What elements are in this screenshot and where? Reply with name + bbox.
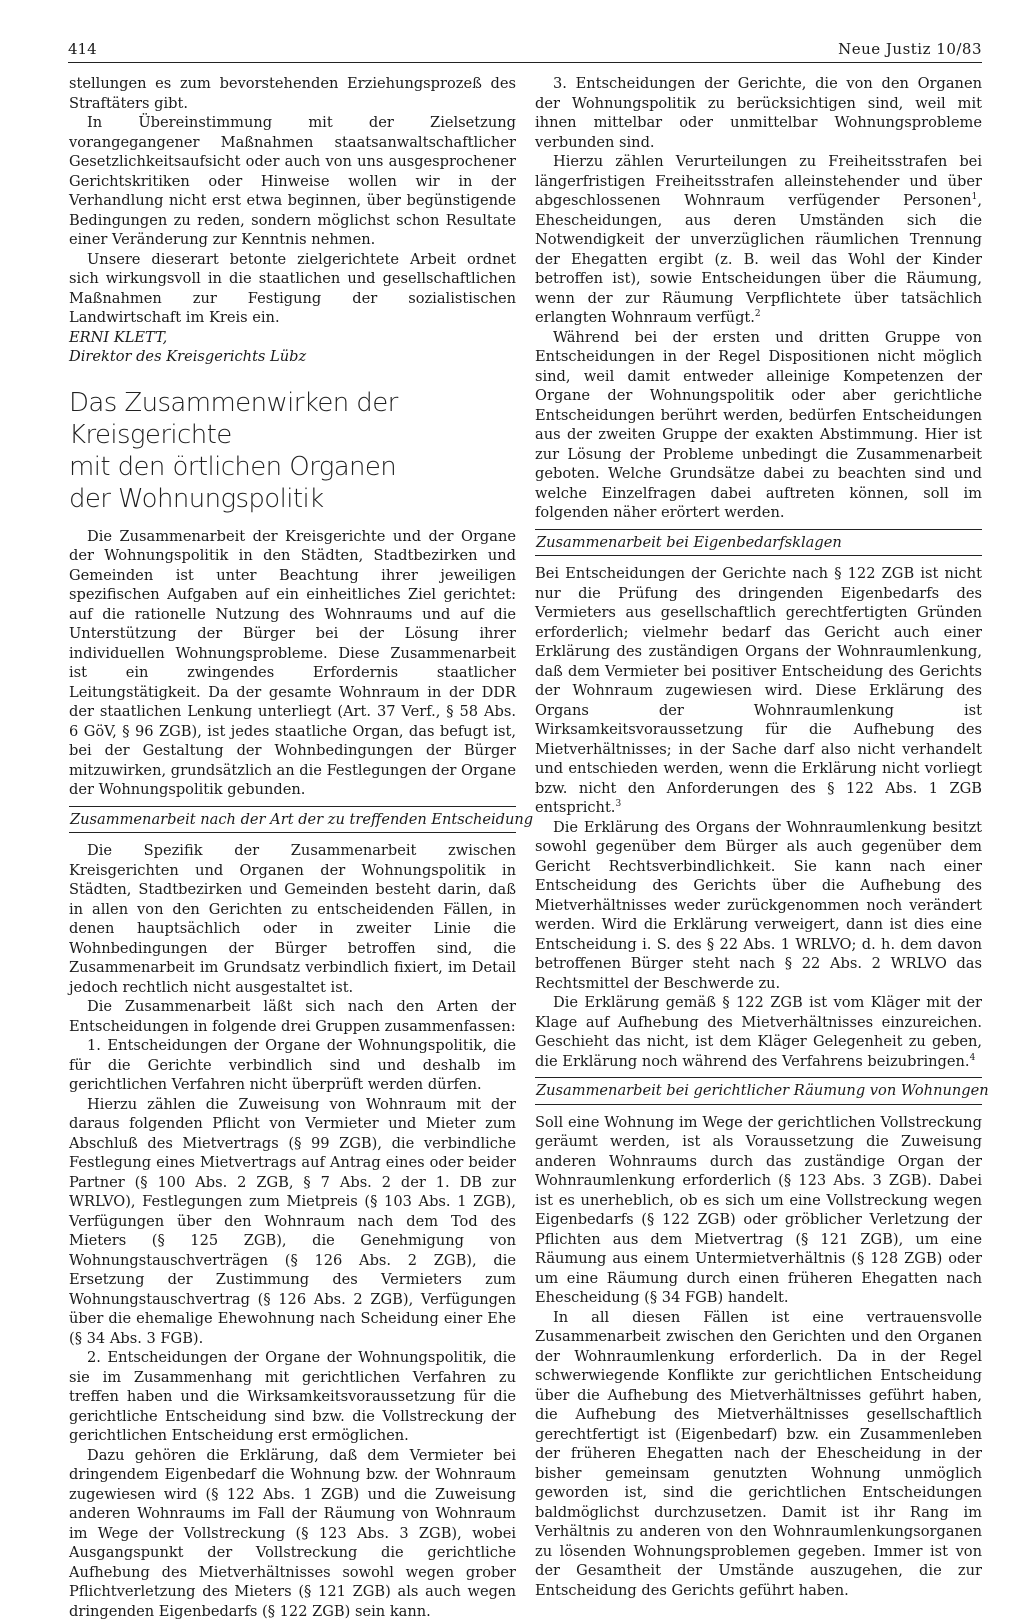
article-title-line: mit den örtlichen Organen	[69, 451, 516, 483]
paragraph	[535, 564, 982, 818]
paragraph: Soll eine Wohnung im Wege der gerichtlichen Vollstreckung geräumt werden, ist als Voraussetzung die Zuweisung anderen Wohnraums durch das zuständige Organ der Wohnraumlenkung erforderlich (§ 123 Abs. 3 ZGB). Dabei ist es unerheblich, ob es sich um eine Vollstreckung wegen Eigenbedarfs (§ 122 ZGB) oder gröblicher Verletzung der Pflichten aus dem Mietvertrag (§ 121 ZGB), um eine Räumung aus einem Untermietverhältnis (§ 128 ZGB) oder um eine Räumung durch einen früheren Ehegatten nach Ehescheidung (§ 34 FGB) handelt.	[535, 1113, 982, 1308]
text-run: Bei Entscheidungen der Gerichte nach § 122 ZGB ist nicht nur die Prüfung des dringenden Eigenbedarfs des Vermieters aus gesellschaftlich gerechtfertigten Gründen erforderlich; vielmehr bedarf das Gericht auch einer Erklärung des zuständigen Organs der Wohnraumlenkung, daß dem Vermieter bei positiver Entscheidung des Gerichts der Wohnraum zugewiesen wird. Diese Erklärung des Organs der Wohnraumlenkung ist Wirksamkeitsvoraussetzung für die Aufhebung des Mietverhältnisses; in der Sache darf also nicht verhandelt und entschieden werden, wenn die Erklärung nicht vorliegt bzw. nicht den Anforderungen des § 122 Abs. 1 ZGB entspricht.	[535, 565, 982, 816]
journal-issue: Neue Justiz 10/83	[838, 40, 982, 58]
right-column	[535, 74, 982, 1600]
author-name: ERNI KLETT,	[69, 328, 516, 348]
text-run: , Ehescheidungen, aus deren Umständen sich die Notwendigkeit der unverzüglichen räumlichen Trennung der Ehegatten ergibt (z. B. weil das Wohl der Kinder betroffen ist), sowie Entscheidungen über die Räumung, wenn der zur Räumung Verpflichtete über tatsächlich erlangten Wohnraum verfügt.	[535, 192, 982, 326]
footnote-ref: 3	[615, 799, 621, 809]
author-role: Direktor des Kreisgerichts Lübz	[69, 347, 516, 367]
paragraph: Die Zusammenarbeit läßt sich nach den Arten der Entscheidungen in folgende drei Gruppen zusammenfassen:	[69, 997, 516, 1036]
paragraph: Hierzu zählen die Zuweisung von Wohnraum mit der daraus folgenden Pflicht von Vermieter und Mieter zum Abschluß des Mietvertrags (§ 99 ZGB), die verbindliche Festlegung eines Mietvertrags auf Antrag eines oder beider Partner (§ 100 Abs. 2 ZGB, § 7 Abs. 2 der 1. DB zur WRLVO), Festlegungen zum Mietpreis (§ 103 Abs. 1 ZGB), Verfügungen über den Wohnraum nach dem Tod des Mieters (§ 125 ZGB), die Genehmigung von Wohnungstauschverträgen (§ 126 Abs. 2 ZGB), die Ersetzung der Zustimmung des Vermieters zum Wohnungstauschvertrag (§ 126 Abs. 2 ZGB), Verfügungen über die ehemalige Ehewohnung nach Scheidung einer Ehe (§ 34 Abs. 3 FGB).	[69, 1095, 516, 1349]
article-title	[69, 387, 516, 515]
paragraph	[535, 993, 982, 1071]
paragraph: 3. Entscheidungen der Gerichte, die von den Organen der Wohnungspolitik zu berücksichtigen sind, weil mit ihnen mittelbar oder unmittelbar Wohnungsprobleme verbunden sind.	[535, 74, 982, 152]
paragraph: Die Spezifik der Zusammenarbeit zwischen Kreisgerichten und Organen der Wohnungspolitik in Städten, Stadtbezirken und Gemeinden besteht darin, daß in allen von den Gerichten zu entscheidenden Fällen, in denen hauptsächlich oder in zweiter Linie die Wohnbedingungen der Bürger betroffen sind, die Zusammenarbeit im Grundsatz verbindlich fixiert, im Detail jedoch rechtlich nicht ausgestaltet ist.	[69, 841, 516, 997]
text-run: Die Erklärung gemäß § 122 ZGB ist vom Kläger mit der Klage auf Aufhebung des Mietverhältnisses einzureichen. Geschieht das nicht, ist dem Kläger Gelegenheit zu geben, die Erklärung noch während des Verfahrens beizubringen.	[535, 994, 982, 1070]
footnote-ref: 4	[970, 1053, 976, 1063]
header-rule	[68, 62, 982, 63]
text-run: Hierzu zählen Verurteilungen zu Freiheitsstrafen bei längerfristigen Freiheitsstrafen alleinstehender und über abgeschlossenen Wohnraum verfügender Personen	[535, 153, 982, 209]
footnote-ref: 2	[755, 309, 761, 319]
section-heading: Zusammenarbeit bei Eigenbedarfsklagen	[535, 529, 982, 557]
left-column	[69, 74, 516, 1621]
section-heading: Zusammenarbeit nach der Art der zu treffenden Entscheidung	[69, 806, 516, 834]
paragraph: stellungen es zum bevorstehenden Erziehungsprozeß des Straftäters gibt.	[69, 74, 516, 113]
paragraph: Die Zusammenarbeit der Kreisgerichte und der Organe der Wohnungspolitik in den Städten, Stadtbezirken und Gemeinden ist unter Beachtung ihrer jeweiligen spezifischen Aufgaben auf ein einheitliches Ziel gerichtet: auf die rationelle Nutzung des Wohnraums und auf die Unterstützung der Bürger bei der Lösung ihrer individuellen Wohnungsprobleme. Diese Zusammenarbeit ist ein zwingendes Erfordernis staatlicher Leitungstätigkeit. Da der gesamte Wohnraum in der DDR der staatlichen Lenkung unterliegt (Art. 37 Verf., § 58 Abs. 6 GöV, § 96 ZGB), ist jedes staatliche Organ, das befugt ist, bei der Gestaltung der Wohnbedingungen der Bürger mitzuwirken, grundsätzlich an die Festlegungen der Organe der Wohnungspolitik gebunden.	[69, 527, 516, 800]
article-title-line: Das Zusammenwirken der Kreisgerichte	[69, 387, 516, 451]
page-number: 414	[68, 40, 97, 58]
paragraph: Während bei der ersten und dritten Gruppe von Entscheidungen in der Regel Dispositionen nicht möglich sind, weil damit entweder alleinige Kompetenzen der Organe der Wohnungspolitik oder aber gerichtliche Entscheidungen berührt werden, bedürfen Entscheidungen aus der zweiten Gruppe der exakten Abstimmung. Hier ist zur Lösung der Probleme unbedingt die Zusammenarbeit geboten. Welche Grundsätze dabei zu beachten sind und welche Einzelfragen dabei auftreten können, soll im folgenden näher erörtert werden.	[535, 328, 982, 523]
paragraph: In all diesen Fällen ist eine vertrauensvolle Zusammenarbeit zwischen den Gerichten und den Organen der Wohnraumlenkung erforderlich. Da in der Regel schwerwiegende Konflikte zur gerichtlichen Entscheidung über die Aufhebung des Mietverhältnisses geführt haben, die Aufhebung des Mietverhältnisses gesellschaftlich gerechtfertigt ist (Eigenbedarf) bzw. ein Zusammenleben der früheren Ehegatten nach der Ehescheidung in der bisher gemeinsam genutzten Wohnung unmöglich geworden ist, sind die gerichtlichen Entscheidungen baldmöglichst durchzusetzen. Damit ist ihr Rang im Verhältnis zu anderen von den Wohnraumlenkungsorganen zu lösenden Wohnungsproblemen gegeben. Immer ist von der Gesamtheit der Umstände auszugehen, die zur Entscheidung des Gerichts geführt haben.	[535, 1308, 982, 1601]
paragraph: Unsere dieserart betonte zielgerichtete Arbeit ordnet sich wirkungsvoll in die staatlichen und gesellschaftlichen Maßnahmen zur Festigung der sozialistischen Landwirtschaft im Kreis ein.	[69, 250, 516, 328]
article-title-line: der Wohnungspolitik	[69, 483, 516, 515]
page-header	[68, 40, 982, 64]
paragraph: In Übereinstimmung mit der Zielsetzung vorangegangener Maßnahmen staatsanwaltschaftlicher Gesetzlichkeitsaufsicht oder auch von uns ausgesprochener Gerichtskritiken oder Hinweise wollen wir in der Verhandlung nicht erst etwa beginnen, über begünstigende Bedingungen zu reden, sondern möglichst schon Resultate einer Veränderung zur Kenntnis nehmen.	[69, 113, 516, 250]
paragraph	[535, 152, 982, 328]
paragraph: 2. Entscheidungen der Organe der Wohnungspolitik, die sie im Zusammenhang mit gerichtlichen Verfahren zu treffen haben und die Wirksamkeitsvoraussetzung für die gerichtliche Entscheidung sind bzw. die Vollstreckung der gerichtlichen Entscheidung erst ermöglichen.	[69, 1348, 516, 1446]
paragraph: Die Erklärung des Organs der Wohnraumlenkung besitzt sowohl gegenüber dem Bürger als auch gegenüber dem Gericht Rechtsverbindlichkeit. Sie kann nach einer Entscheidung des Gerichts über die Aufhebung des Mietverhältnisses weder zurückgenommen noch verändert werden. Wird die Erklärung verweigert, dann ist dies eine Entscheidung i. S. des § 22 Abs. 1 WRLVO; d. h. dem davon betroffenen Bürger steht nach § 22 Abs. 2 WRLVO das Rechtsmittel der Beschwerde zu.	[535, 818, 982, 994]
footnote-ref: 1	[972, 192, 978, 202]
section-heading: Zusammenarbeit bei gerichtlicher Räumung von Wohnungen	[535, 1077, 982, 1105]
paragraph: Dazu gehören die Erklärung, daß dem Vermieter bei dringendem Eigenbedarf die Wohnung bzw. der Wohnraum zugewiesen wird (§ 122 Abs. 1 ZGB) und die Zuweisung anderen Wohnraums im Fall der Räumung von Wohnraum im Wege der Vollstreckung (§ 123 Abs. 3 ZGB), wobei Ausgangspunkt der Vollstreckung die gerichtliche Aufhebung des Mietverhältnisses sowohl wegen grober Pflichtverletzung des Mieters (§ 121 ZGB) als auch wegen dringenden Eigenbedarfs (§ 122 ZGB) sein kann.	[69, 1446, 516, 1621]
paragraph: 1. Entscheidungen der Organe der Wohnungspolitik, die für die Gerichte verbindlich sind und deshalb im gerichtlichen Verfahren nicht überprüft werden dürfen.	[69, 1036, 516, 1095]
